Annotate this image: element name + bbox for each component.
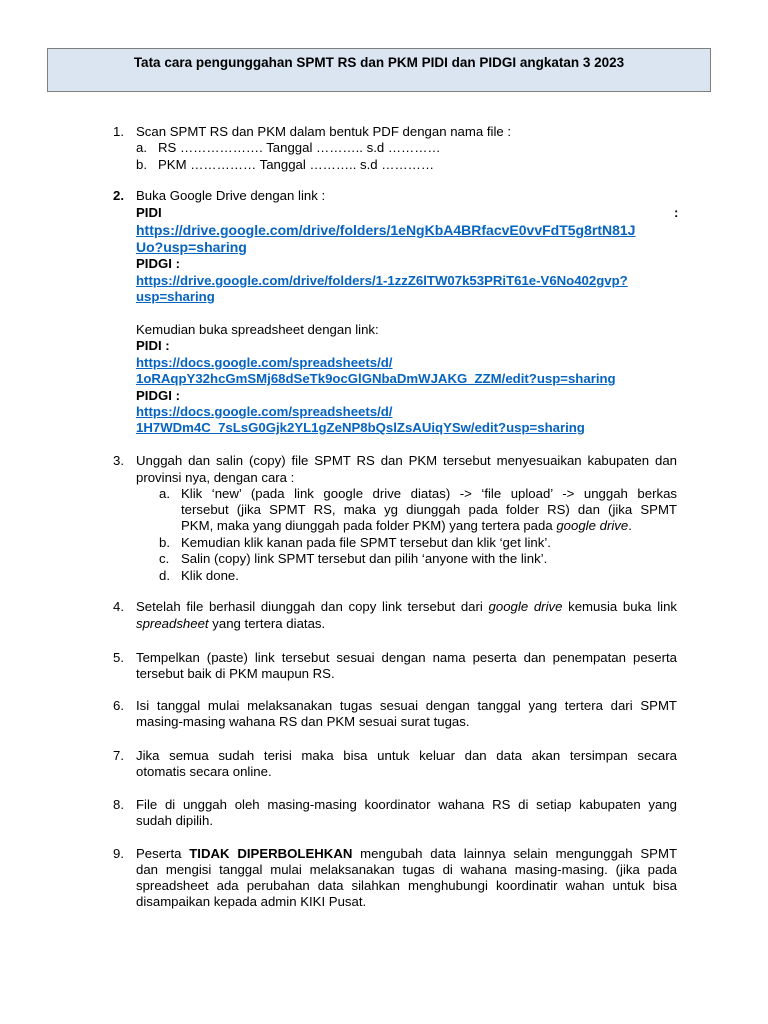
step-text: Peserta TIDAK DIPERBOLEHKAN mengubah data lainnya selain mengunggah SPMT [136,846,678,861]
sub-marker: a. [136,140,147,155]
sheet-pidgi-link-cont[interactable]: 1H7WDm4C_7sLsG0Gjk2YL1gZeNP8bQslZsAUiqYSw/edit?usp=sharing [136,420,585,435]
pidgi-drive-link[interactable]: https://drive.google.com/drive/folders/1-1zzZ6lTW07k53PRiT61e-V6No402gvp? [136,273,628,288]
pidi-drive-link[interactable]: https://drive.google.com/drive/folders/1eNgKbA4BRfacvE0vvFdT5g8rtN81J [136,222,636,238]
sub-text: RS ………………. Tanggal ……….. s.d ………… [158,140,441,155]
step-text-cont: spreadsheet yang tertera diatas. [136,616,326,631]
step-text-cont: masing-masing wahana RS dan PKM sesuai surat tugas. [136,714,470,729]
sub-marker: b. [136,157,147,172]
step-number: 9. [113,846,124,861]
step-number: 3. [113,453,124,468]
step-text: Scan SPMT RS dan PKM dalam bentuk PDF dengan nama file : [136,124,512,139]
sub-marker: a. [159,486,170,501]
sub-marker: c. [159,551,170,566]
sheet-pidi-label: PIDI : [136,338,170,353]
pidi-colon: : [674,205,679,220]
step-text: Isi tanggal mulai melaksanakan tugas sesuai dengan tanggal yang tertera dari SPMT [136,698,677,713]
pidi-label: PIDI [136,205,162,220]
title-box [47,48,711,92]
pidgi-label: PIDGI : [136,256,180,271]
sub-text: Klik ‘new’ (pada link google drive diatas) -> ‘file upload’ -> unggah berkas [181,486,677,501]
warning-emphasis: TIDAK DIPERBOLEHKAN [189,846,353,861]
step-number: 6. [113,698,124,713]
step-text-cont: sudah dipilih. [136,813,213,828]
pidi-drive-link-cont[interactable]: Uo?usp=sharing [136,239,247,255]
step-number: 4. [113,599,124,614]
step-number: 7. [113,748,124,763]
sub-text: Kemudian klik kanan pada file SPMT tersebut dan klik ‘get link’. [181,535,551,550]
step-text: Setelah file berhasil diunggah dan copy link tersebut dari google drive kemusia buka link [136,599,677,614]
sub-text: Klik done. [181,568,239,583]
step-text-cont: spreadsheet ada perubahan data silahkan menghubungi koordinatir wahan untuk bisa [136,878,677,893]
sheet-text: Kemudian buka spreadsheet dengan link: [136,322,379,337]
sheet-pidgi-label: PIDGI : [136,388,180,403]
page-title: Tata cara pengunggahan SPMT RS dan PKM PIDI dan PIDGI angkatan 3 2023 [133,55,625,70]
step-text: Jika semua sudah terisi maka bisa untuk keluar dan data akan tersimpan secara [136,748,677,763]
sub-text-cont: tersebut (jika SPMT RS, maka yg diunggah pada folder RS) dan (jika SPMT [181,502,677,517]
step-text-cont: provinsi nya, dengan cara : [136,470,295,485]
step-number: 1. [113,124,124,139]
step-text: Tempelkan (paste) link tersebut sesuai dengan nama peserta dan penempatan peserta [136,650,677,665]
sheet-pidi-link-cont[interactable]: 1oRAqpY32hcGmSMj68dSeTk9ocGlGNbaDmWJAKG_ZZM/edit?usp=sharing [136,371,616,386]
sub-text-cont: PKM, maka yang diunggah pada folder PKM) yang tertera pada google drive. [181,518,632,533]
step-text: Unggah dan salin (copy) file SPMT RS dan PKM tersebut menyesuaikan kabupaten dan [136,453,677,468]
sub-text: PKM …………… Tanggal ……….. s.d ………… [158,157,435,172]
step-text-cont: otomatis secara online. [136,764,272,779]
sub-text: Salin (copy) link SPMT tersebut dan pilih ‘anyone with the link’. [181,551,548,566]
sheet-pidi-link[interactable]: https://docs.google.com/spreadsheets/d/ [136,355,393,370]
step-number: 5. [113,650,124,665]
sub-marker: b. [159,535,170,550]
step-number: 8. [113,797,124,812]
sheet-pidgi-link[interactable]: https://docs.google.com/spreadsheets/d/ [136,404,393,419]
step-text-cont: dan mengisi tanggal mulai melaksanakan tugas di wahana masing-masing. (jika pada [136,862,677,877]
pidgi-drive-link-cont[interactable]: usp=sharing [136,289,215,304]
step-text-cont: tersebut baik di PKM maupun RS. [136,666,335,681]
step-number: 2. [113,188,124,203]
step-text-cont: disampaikan kepada admin KIKI Pusat. [136,894,367,909]
step-text: File di unggah oleh masing-masing koordinator wahana RS di setiap kabupaten yang [136,797,677,812]
sub-marker: d. [159,568,170,583]
step-text: Buka Google Drive dengan link : [136,188,326,203]
